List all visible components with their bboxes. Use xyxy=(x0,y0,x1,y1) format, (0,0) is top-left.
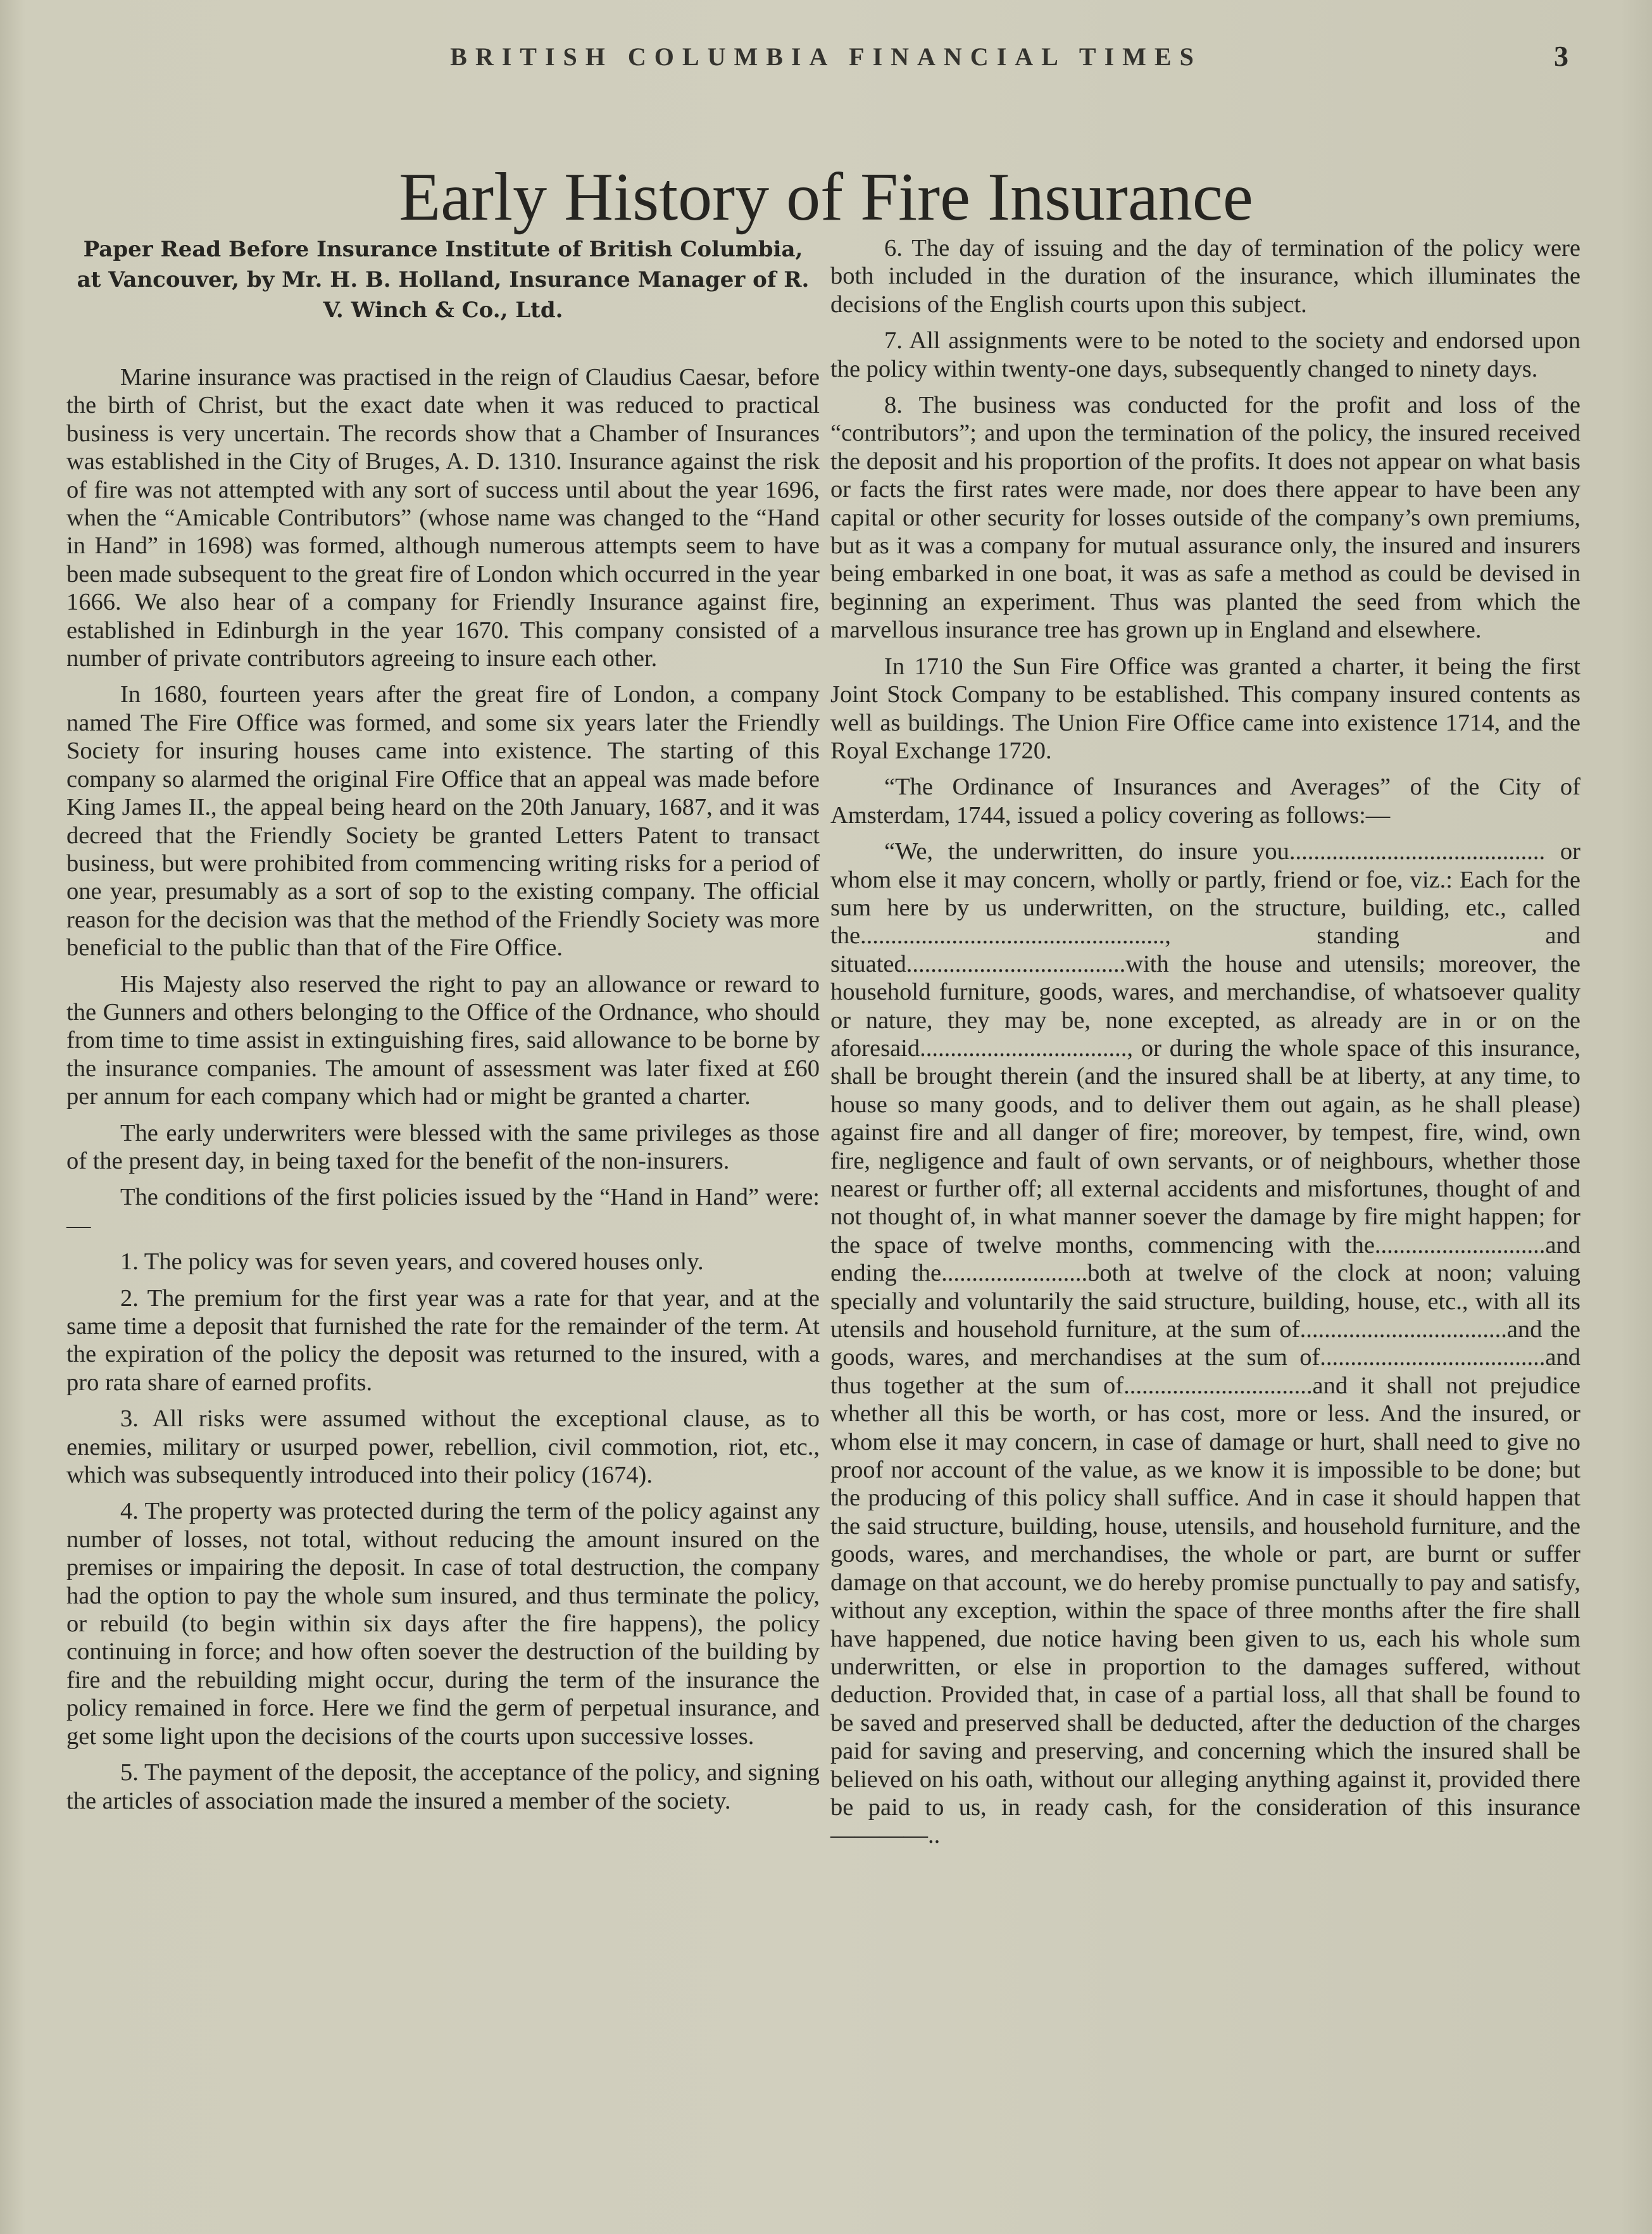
list-item: 2. The premium for the first year was a rate for that year, and at the same time a deposit that furnished the rate for the remainder of the term. At the expiration of the policy the deposit was returned to the insured, with a pro rata share of earned profits. xyxy=(66,1284,820,1396)
list-item: 1. The policy was for seven years, and covered houses only. xyxy=(120,1248,704,1276)
left-column xyxy=(66,234,820,1823)
right-column xyxy=(830,234,1580,1858)
list-item: 7. All assignments were to be noted to the society and endorsed upon the policy within twenty-one days, subsequently changed to ninety days. xyxy=(830,327,1580,382)
paragraph: In 1710 the Sun Fire Office was granted a charter, it being the first Joint Stock Company to be established. This company insured contents as well as buildings. The Union Fire Office came into existence 1714, and the Royal Exchange 1720. xyxy=(830,653,1580,764)
article-title: Early History of Fire Insurance xyxy=(399,160,1253,235)
paragraph: Marine insurance was practised in the reign of Claudius Caesar, before the birth of Christ, but the exact date when it was reduced to practical business is very uncertain. The records show that a Chamber of Insurances was established in the City of Bruges, A. D. 1310. Insurance against the risk of fire was not attempted with any sort of success until about the year 1696, when the “Amicable Contributors” (whose name was changed to the “Hand in Hand” in 1698) was formed, although numerous attempts seem to have been made subsequent to the great fire of London which occurred in the year 1666. We also hear of a company for Friendly Insurance against fire, established in Edinburgh in the year 1670. This company consisted of a number of private contributors agreeing to insure each other. xyxy=(66,364,820,672)
byline: Paper Read Before Insurance Institute of British Columbia, at Vancouver, by Mr. H. B. Holland, Insurance Manager of R. V. Winch & Co., Ltd. xyxy=(77,237,810,323)
running-head: BRITISH COLUMBIA FINANCIAL TIMES xyxy=(450,42,1202,71)
list-item: 3. All risks were assumed without the exceptional clause, as to enemies, military or usurped power, rebellion, civil commotion, riot, etc., which was subsequently introduced into their policy (1674). xyxy=(66,1405,820,1489)
policy-text: “We, the underwritten, do insure you.......................................... or whom else it may concern, wholly or partly, friend or foe, viz.: Each for the sum here by us underwritten, on the structure, building, etc., called the.................................................., standing and situated....................................with the house and utensils; moreover, the household furniture, goods, wares, and merchandise, of whatsoever quality or nature, they may be, none excepted, as already are in or on the aforesaid.................................., or during the whole space of this insurance, shall be brought therein (and the insured shall be at liberty, at any time, to house so many goods, and to deliver them out again, as he shall please) against fire and all danger of fire; moreover, by tempest, fire, wind, own fire, negligence and fault of own servants, or of neighbours, whether those nearest or further off; all external accidents and misfortunes, thought of and not thought of, in what manner soever the damage by fire might happen; for the space of twelve months, commencing with the............................and ending the........................both at twelve of the clock at noon; valuing specially and voluntarily the said structure, building, house, etc., with all its utensils and household furniture, at the sum of..................................and the goods, wares, and merchandises at the sum of.....................................and thus together at the sum of...............................and it shall not prejudice whether all this be worth, or has cost, more or less. And the insured, or whom else it may concern, in case of damage or hurt, shall need to give no proof nor account of the value, as we know it is impossible to be done; but the producing of this policy shall suffice. And in case it should happen that the said structure, building, house, utensils, and household furniture, and the goods, wares, and merchandises, the whole or part, are burnt or suffer damage on that account, we do hereby promise punctually to pay and satisfy, without any exception, within the space of three months after the fire shall have happened, due notice having been given to us, each his whole sum underwritten, or else in proportion to the damages suffered, without deduction. Provided that, in case of a partial loss, all that shall be found to be saved and preserved shall be deducted, after the deduction of the charges paid for saving and preserving, and concerning which the insured shall be believed on his oath, without our alleging anything against it, provided there be paid to us, in ready cash, for the consideration of this insurance————.. xyxy=(830,838,1580,1849)
list-item: 8. The business was conducted for the profit and loss of the “contributors”; and upon the termination of the policy, the insured received the deposit and his proportion of the profits. It does not appear on what basis or facts the first rates were made, nor does there appear to have been any capital or other security for losses outside of the company’s own premiums, but as it was a company for mutual assurance only, the insured and insurers being embarked in one boat, it was as safe a method as could be devised in beginning an experiment. Thus was planted the seed from which the marvellous insurance tree has grown up in England and elsewhere. xyxy=(830,392,1580,644)
list-item: 5. The payment of the deposit, the acceptance of the policy, and signing the articles of association made the insured a member of the society. xyxy=(66,1759,820,1814)
list-item: 4. The property was protected during the term of the policy against any number of losses, not total, without reducing the amount insured on the premises or impairing the deposit. In case of total destruction, the company had the option to pay the whole sum insured, and thus terminate the policy, or rebuild (to begin within six days after the fire happens), the policy continuing in force; and how often soever the destruction of the building by fire and the rebuilding might occur, during the term of the insurance the policy remained in force. Here we find the germ of perpetual insurance, and get some light upon the decisions of the courts upon successive losses. xyxy=(66,1498,820,1750)
paragraph: His Majesty also reserved the right to pay an allowance or reward to the Gunners and others belonging to the Office of the Ordnance, who should from time to time assist in extinguishing fires, said allowance to be borne by the insurance companies. The amount of assessment was later fixed at £60 per annum for each company which had or might be granted a charter. xyxy=(66,970,820,1110)
paragraph: “The Ordinance of Insurances and Averages” of the City of Amsterdam, 1744, issued a policy covering as follows:— xyxy=(830,774,1580,829)
paragraph: The early underwriters were blessed with the same privileges as those of the present day, in being taxed for the benefit of the non-insurers. xyxy=(66,1119,820,1174)
paragraph: In 1680, fourteen years after the great fire of London, a company named The Fire Office was formed, and some six years later the Friendly Society for insuring houses came into existence. The starting of this company so alarmed the original Fire Office that an appeal was made before King James II., the appeal being heard on the 20th January, 1687, and it was decreed that the Friendly Society be granted Letters Patent to transact business, but were prohibited from commencing writing risks for a period of one year, presumably as a sort of sop to the existing company. The official reason for the decision was that the method of the Friendly Society was more beneficial to the public than that of the Fire Office. xyxy=(66,681,820,962)
paragraph: The conditions of the first policies issued by the “Hand in Hand” were:— xyxy=(66,1184,820,1239)
list-item: 6. The day of issuing and the day of termination of the policy were both included in the duration of the insurance, which illuminates the decisions of the English courts upon this subject. xyxy=(830,235,1580,318)
page-number: 3 xyxy=(1554,40,1568,72)
